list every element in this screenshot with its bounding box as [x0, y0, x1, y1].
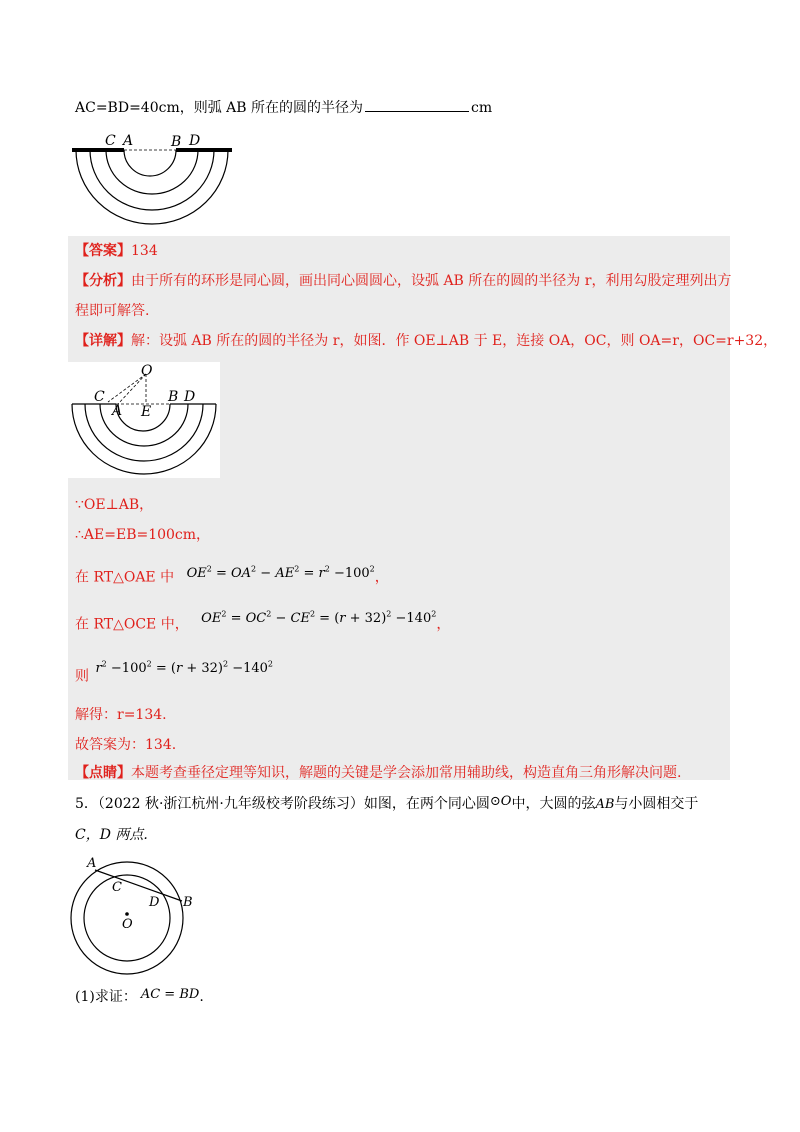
figure-half-rings [68, 128, 238, 228]
figure1-arc-4 [124, 150, 176, 176]
step-7-text: 故答案为：134. [75, 737, 177, 753]
problem5-text-1-tail: 与小圆相交于 [614, 796, 699, 812]
step-7 [75, 736, 176, 754]
figure1-label-d: D [189, 133, 201, 149]
step-1 [75, 496, 153, 514]
figure3-label-d: D [149, 895, 160, 910]
analysis-text-2: 程即可解答. [75, 303, 150, 319]
step-5 [75, 660, 274, 686]
answer-tag: 【答案】 [75, 243, 131, 259]
figure1-arc-2 [90, 150, 214, 210]
figure3-label-c: C [112, 880, 122, 895]
detail-text-1: 解：设弧 AB 所在的圆的半径为 r，如图．作 OE⊥AB 于 E，连接 OA，OC，则 OA=r，OC=r+32， [131, 333, 778, 349]
step-1-text: ∵OE⊥AB， [75, 497, 154, 513]
figure-solution-diagram [68, 362, 220, 478]
problem5-line-1 [75, 795, 698, 814]
figure2-label-c: C [94, 389, 105, 405]
solution-box [68, 236, 730, 780]
comment-tag: 【点睛】 [75, 765, 131, 781]
analysis-line-1 [75, 272, 731, 290]
analysis-text-1: 由于所有的环形是同心圆，画出同心圆圆心，设弧 AB 所在的圆的半径为 r，利用勾股定理列出方 [131, 273, 732, 289]
figure-concentric-circles [68, 855, 208, 985]
problem5-text-1-end: 中，大圆的弦 [511, 796, 596, 812]
equation-oce: $OE^2 = OC^2 - CE^2 = (r + 32)^2 -140^2$ [201, 610, 437, 627]
step-4-prefix: 在 RT△OCE 中， [75, 616, 189, 633]
figure3-label-o: O [122, 917, 133, 932]
problem5-text-2: C，D 两点. [75, 827, 148, 843]
problem5-chord: AB [595, 797, 615, 812]
question-unit: cm [471, 100, 493, 116]
part1-math: AC = BD [140, 987, 200, 1002]
step-6 [75, 706, 167, 724]
equation-oae: $OE^2 = OA^2 - AE^2 = r^2 -100^2$ [186, 565, 375, 582]
analysis-tag: 【分析】 [75, 273, 131, 289]
step-5-prefix: 则 [75, 668, 89, 685]
step-3-suffix: ， [374, 569, 389, 586]
problem5-text-1: 5．（2022 秋·浙江杭州·九年级校考阶段练习）如图，在两个同心圆 [75, 796, 490, 812]
step-4-suffix: ， [436, 616, 451, 633]
answer-value: 134 [131, 243, 158, 259]
step-2-text: ∴AE=EB=100cm， [75, 527, 211, 543]
step-3-prefix: 在 RT△OAE 中 [75, 569, 175, 586]
question-line [75, 99, 492, 117]
figure2-label-e: E [141, 404, 152, 420]
figure1-label-b: B [171, 134, 182, 150]
detail-tag: 【详解】 [75, 333, 131, 349]
figure1-label-c: C [105, 133, 116, 149]
analysis-line-2 [75, 302, 149, 320]
figure3-label-a: A [87, 856, 97, 871]
figure2-label-a: A [112, 403, 123, 419]
step-4 [75, 612, 450, 634]
comment-line [75, 764, 681, 782]
figure1-label-a: A [123, 133, 134, 149]
figure1-arc-3 [106, 150, 198, 194]
problem5-part1 [75, 988, 204, 1007]
figure3-chord-ab [95, 870, 182, 901]
figure2-label-b: B [168, 389, 179, 405]
step-6-text: 解得：r=134. [75, 707, 167, 723]
part1-prefix: (1)求证： [75, 989, 137, 1005]
detail-line-1 [75, 332, 777, 350]
step-2 [75, 526, 210, 544]
step-3 [75, 565, 389, 587]
figure2-label-d: D [184, 389, 196, 405]
figure3-label-b: B [183, 895, 193, 910]
figure1-arc-1 [76, 150, 228, 224]
answer-blank [365, 99, 469, 112]
comment-text: 本题考查垂径定理等知识，解题的关键是学会添加常用辅助线，构造直角三角形解决问题. [131, 765, 682, 781]
problem5-circle-symbol: ⊙O [489, 794, 512, 809]
question-text: AC=BD=40cm，则弧 AB 所在的圆的半径为 [75, 100, 364, 116]
figure2-label-o: O [141, 363, 153, 379]
equation-combined: $r^2 -100^2 = (r + 32)^2 -140^2$ [95, 660, 274, 677]
figure3-center-point [125, 912, 129, 916]
answer-line [75, 242, 158, 260]
problem5-line-2 [75, 826, 148, 844]
part1-suffix: . [199, 989, 204, 1005]
